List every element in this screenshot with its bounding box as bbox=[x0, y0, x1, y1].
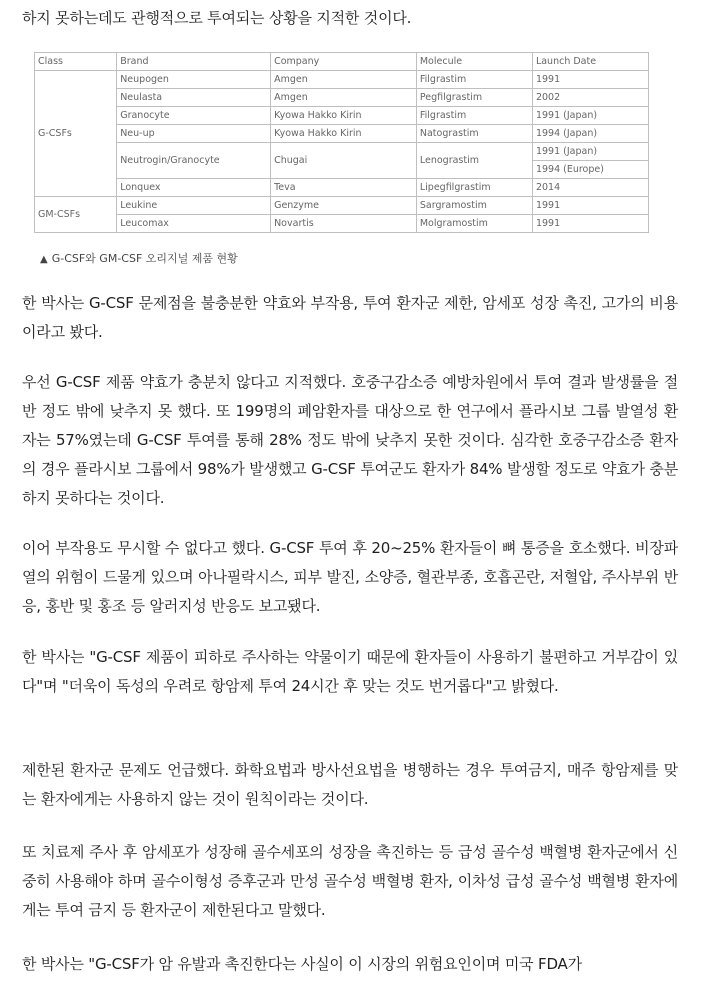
header-class: Class bbox=[35, 53, 117, 71]
table-row bbox=[35, 89, 649, 107]
company-cell: Chugai bbox=[271, 143, 417, 179]
class-cell-gmcsf: GM-CSFs bbox=[35, 197, 117, 233]
date-cell: 1991 bbox=[532, 215, 648, 233]
brand-cell: Granocyte bbox=[117, 107, 271, 125]
date-cell: 1991 bbox=[532, 197, 648, 215]
date-cell: 1994 (Europe) bbox=[532, 161, 648, 179]
company-cell: Teva bbox=[271, 179, 417, 197]
brand-cell: Neutrogin/Granocyte bbox=[117, 143, 271, 179]
brand-cell: Leukine bbox=[117, 197, 271, 215]
company-cell: Genzyme bbox=[271, 197, 417, 215]
header-company: Company bbox=[271, 53, 417, 71]
product-table-figure bbox=[34, 52, 649, 233]
figure-caption bbox=[40, 250, 238, 266]
paragraph: 하지 못하는데도 관행적으로 투여되는 상황을 지적한 것이다. bbox=[22, 9, 412, 27]
date-cell: 1991 bbox=[532, 71, 648, 89]
paragraph: 또 치료제 주사 후 암세포가 성장해 골수세포의 성장을 촉진하는 등 급성 골수성 백혈병 환자군에서 신중히 사용해야 하며 골수이형성 증후군과 만성 골수성 백혈병 환자, 이차성 급성 골수성 백혈병 환자에게는 투여 금지 등 환자군이 제한된다고 말했다. bbox=[22, 843, 678, 919]
paragraph: 이어 부작용도 무시할 수 없다고 했다. G-CSF 투여 후 20~25% 환자들이 뼈 통증을 호소했다. 비장파열의 위험이 드물게 있으며 아나필락시스, 피부 발진, 소양증, 혈관부종, 호흡곤란, 저혈압, 주사부위 반응, 홍반 및 홍조 등 알러지성 반응도 보고됐다. bbox=[22, 539, 678, 615]
header-molecule: Molecule bbox=[416, 53, 532, 71]
table-row bbox=[35, 71, 649, 89]
class-cell-gcsf: G-CSFs bbox=[35, 71, 117, 197]
header-brand: Brand bbox=[117, 53, 271, 71]
brand-cell: Neu-up bbox=[117, 125, 271, 143]
molecule-cell: Molgramostim bbox=[416, 215, 532, 233]
table-row bbox=[35, 143, 649, 161]
caption-text: G-CSF와 GM-CSF 오리지널 제품 현황 bbox=[51, 252, 238, 265]
company-cell: Kyowa Hakko Kirin bbox=[271, 107, 417, 125]
brand-cell: Neulasta bbox=[117, 89, 271, 107]
paragraph: 우선 G-CSF 제품 약효가 충분치 않다고 지적했다. 호중구감소증 예방차원에서 투여 결과 발생률을 절반 정도 밖에 낮추지 못 했다. 또 199명의 폐암환자를 대상으로 한 연구에서 플라시보 그룹 발열성 환자는 57%였는데 G-CSF 투여를 통해 28% 정도 밖에 낮추지 못한 것이다. 심각한 호중구감소증 환자의 경우 플라시보 그룹에서 98%가 발생했고 G-CSF 투여군도 환자가 84% 발생할 정도로 약효가 충분하지 못하다는 것이다. bbox=[22, 373, 678, 507]
molecule-cell: Filgrastim bbox=[416, 71, 532, 89]
molecule-cell: Sargramostim bbox=[416, 197, 532, 215]
product-table bbox=[34, 52, 649, 233]
brand-cell: Lonquex bbox=[117, 179, 271, 197]
table-row bbox=[35, 179, 649, 197]
table-row bbox=[35, 197, 649, 215]
date-cell: 2002 bbox=[532, 89, 648, 107]
molecule-cell: Natograstim bbox=[416, 125, 532, 143]
company-cell: Amgen bbox=[271, 89, 417, 107]
paragraph: 제한된 환자군 문제도 언급했다. 화학요법과 방사선요법을 병행하는 경우 투여금지, 매주 항암제를 맞는 환자에게는 사용하지 않는 것이 원칙이라는 것이다. bbox=[22, 761, 678, 808]
paragraph: 한 박사는 "G-CSF 제품이 피하로 주사하는 약물이기 때문에 환자들이 사용하기 불편하고 거부감이 있다"며 "더욱이 독성의 우려로 항암제 투여 24시간 후 맞는 것도 번거롭다"고 밝혔다. bbox=[22, 648, 678, 695]
date-cell: 1994 (Japan) bbox=[532, 125, 648, 143]
table-row bbox=[35, 107, 649, 125]
company-cell: Kyowa Hakko Kirin bbox=[271, 125, 417, 143]
molecule-cell: Lenograstim bbox=[416, 143, 532, 179]
company-cell: Amgen bbox=[271, 71, 417, 89]
brand-cell: Neupogen bbox=[117, 71, 271, 89]
date-cell: 2014 bbox=[532, 179, 648, 197]
table-header-row bbox=[35, 53, 649, 71]
molecule-cell: Filgrastim bbox=[416, 107, 532, 125]
table-row bbox=[35, 215, 649, 233]
paragraph: 한 박사는 "G-CSF가 암 유발과 촉진한다는 사실이 이 시장의 위험요인이며 미국 FDA가 bbox=[22, 955, 582, 973]
molecule-cell: Lipegfilgrastim bbox=[416, 179, 532, 197]
paragraph: 한 박사는 G-CSF 문제점을 불충분한 약효와 부작용, 투여 환자군 제한, 암세포 성장 촉진, 고가의 비용이라고 봤다. bbox=[22, 294, 678, 341]
date-cell: 1991 (Japan) bbox=[532, 143, 648, 161]
molecule-cell: Pegfilgrastim bbox=[416, 89, 532, 107]
triangle-marker-icon: ▲ bbox=[40, 254, 48, 265]
company-cell: Novartis bbox=[271, 215, 417, 233]
header-launch-date: Launch Date bbox=[532, 53, 648, 71]
table-row bbox=[35, 125, 649, 143]
date-cell: 1991 (Japan) bbox=[532, 107, 648, 125]
brand-cell: Leucomax bbox=[117, 215, 271, 233]
